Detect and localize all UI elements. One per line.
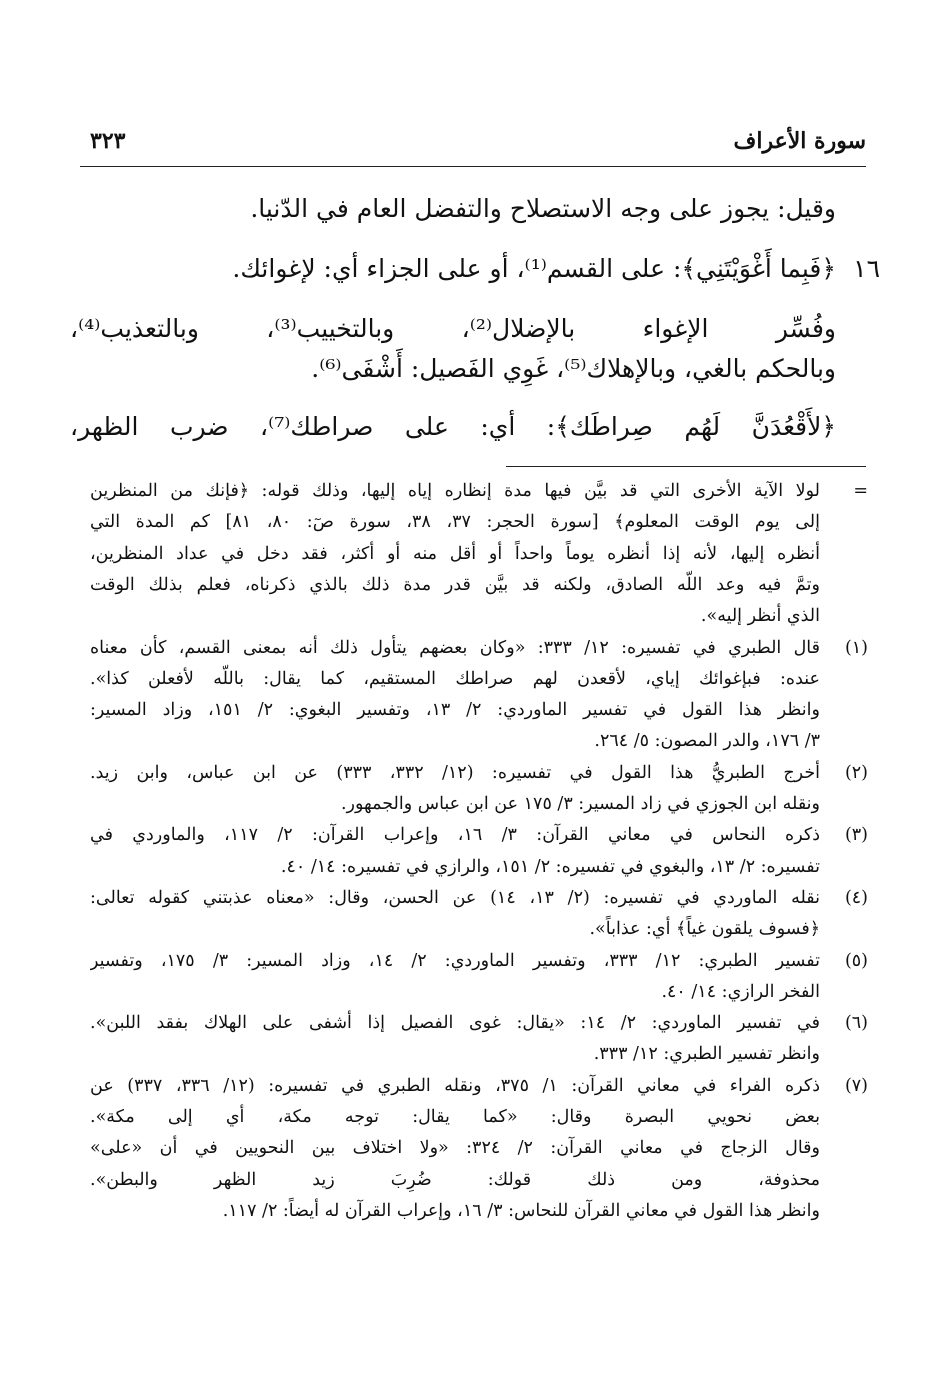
main-line: ﴿لأَقْعُدَنَّ لَهُم صِراطَك﴾: أي: على صراطك⁽⁷⁾، ضرب الظهر،	[70, 412, 836, 441]
verse-number: ١٦	[853, 254, 880, 283]
footnote-line: إلى يوم الوقت المعلوم﴾ [سورة الحجر: ٣٧، ٣٨، سورة صٓ: ٨٠، ٨١] كم المدة التي	[90, 512, 820, 533]
footnote-line: تفسيره: ٢/ ١٣، والبغوي في تفسيره: ٢/ ١٥١، والرازي في تفسيره: ١٤/ ٤٠.	[280, 856, 820, 877]
footnote-line: أخرج الطبريُّ هذا القول في تفسيره: (١٢/ ٣٣٢، ٣٣٣) عن ابن عباس، وابن زيد.	[90, 762, 820, 783]
footnote-line: ﴿فسوف يلقون غياً﴾ أي: عذاباً».	[589, 919, 820, 940]
footnote-line: في تفسير الماوردي: ٢/ ١٤: «يقال: غوى الفصيل إذا أشفى على الهلاك بفقد اللبن».	[90, 1013, 820, 1034]
footnote-separator	[506, 466, 866, 467]
footnote-line: ذكره الفراء في معاني القرآن: ١/ ٣٧٥، ونقله الطبري في تفسيره: (١٢/ ٣٣٦، ٣٣٧) عن	[90, 1075, 820, 1096]
main-line: وفُسِّر الإغواء بالإضلال⁽²⁾، وبالتخييب⁽³⁾، وبالتعذيب⁽⁴⁾،	[70, 314, 836, 343]
footnote-line: عنده: فبإغوائك إياي، لأقعدن لهم صراطك المستقيم، كما يقال: باللّه لأفعلن كذا».	[90, 668, 820, 689]
footnote-line: لولا الآية الأخرى التي قد بيَّن فيها مدة إنظاره إياه إليها، وذلك قوله: ﴿فإنك من المنظرين	[90, 481, 820, 501]
footnote	[90, 820, 866, 883]
footnote	[90, 1071, 866, 1228]
footnote-line: قال الطبري في تفسيره: ١٢/ ٣٣٣: «وكان بعضهم يتأول ذلك أنه بمعنى القسم، كأن معناه	[90, 637, 820, 658]
footnote-line: وقال الزجاج في معاني القرآن: ٢/ ٣٢٤: «ولا اختلاف بين النحويين في أن «على»	[90, 1138, 820, 1159]
footnote-line: تفسير الطبري: ١٢/ ٣٣٣، وتفسير الماوردي: ٢/ ١٤، وزاد المسير: ٣/ ١٧٥، وتفسير	[90, 950, 820, 971]
footnote-line: ٣/ ١٧٦، والدر المصون: ٥/ ٢٦٤.	[594, 731, 820, 752]
main-line: وبالحكم بالغي، وبالإهلاك⁽⁵⁾، غَوِي الفَصيل: أَشْفَى⁽⁶⁾.	[311, 354, 836, 383]
footnote-marker: (٥)	[844, 950, 868, 971]
footnote-marker: (٣)	[844, 825, 868, 846]
footnote-line: ونقله ابن الجوزي في زاد المسير: ٣/ ١٧٥ عن ابن عباس والجمهور.	[340, 793, 820, 814]
footnote-marker: =	[853, 481, 868, 501]
footnote-line: وتمَّ فيه وعد اللّه الصادق، ولكنه قد بيَّن قدر مدة ذلك بالذي ذكرناه، فعلم بذلك الوقت	[90, 574, 820, 595]
footnote	[90, 946, 866, 1009]
footnote-marker: (١)	[844, 637, 868, 658]
footnote-marker: (٢)	[844, 762, 868, 783]
footnote-marker: (٧)	[844, 1075, 868, 1096]
footnote-line: وانظر هذا القول في معاني القرآن للنحاس: ٣/ ١٦، وإعراب القرآن له أيضاً: ٢/ ١١٧.	[222, 1200, 820, 1221]
footnote-line: محذوفة، ومن ذلك قولك: ضُرِبَ زيد الظهر والبطن».	[90, 1169, 820, 1190]
footnote-marker: (٦)	[844, 1013, 868, 1034]
main-line: وقيل: يجوز على وجه الاستصلاح والتفضل العام في الدّنيا.	[250, 194, 836, 223]
footnote-line: أنظره إليها، لأنه إذا أنظره يوماً واحداً أو أقل منه أو أكثر، فقد دخل في عداد المنظرين،	[90, 543, 820, 564]
footnote	[90, 1008, 866, 1071]
footnote-line: ذكره النحاس في معاني القرآن: ٣/ ١٦، وإعراب القرآن: ٢/ ١١٧، والماوردي في	[90, 825, 820, 846]
footnote	[90, 883, 866, 946]
footnote	[90, 633, 866, 758]
main-line: ﴿فَبِما أَغْوَيْتَنِي﴾: على القسم⁽¹⁾، أو على الجزاء أي: لإغوائك.	[232, 254, 836, 283]
footnote-line: وانظر هذا القول في تفسير الماوردي: ٢/ ١٣، وتفسير البغوي: ٢/ ١٥١، وزاد المسير:	[90, 700, 820, 721]
footnote-line: الذي أنظر إليه».	[700, 606, 820, 627]
page-number: ٣٢٣	[90, 128, 126, 154]
footnote	[90, 476, 866, 633]
footnote-line: نقله الماوردي في تفسيره: (٢/ ١٣، ١٤) عن الحسن، وقال: «معناه عذبتني كقوله تعالى:	[90, 887, 820, 908]
page-header	[80, 128, 866, 162]
footnote-line: بعض نحويي البصرة وقال: «كما يقال: توجه مكة، أي إلى مكة».	[90, 1106, 820, 1127]
footnote-marker: (٤)	[844, 887, 868, 908]
header-rule	[80, 166, 866, 167]
footnote-line: وانظر تفسير الطبري: ١٢/ ٣٣٣.	[593, 1044, 820, 1065]
surah-title: سورة الأعراف	[733, 128, 866, 154]
footnote-line: الفخر الرازي: ١٤/ ٤٠.	[661, 981, 820, 1002]
footnote	[90, 758, 866, 821]
